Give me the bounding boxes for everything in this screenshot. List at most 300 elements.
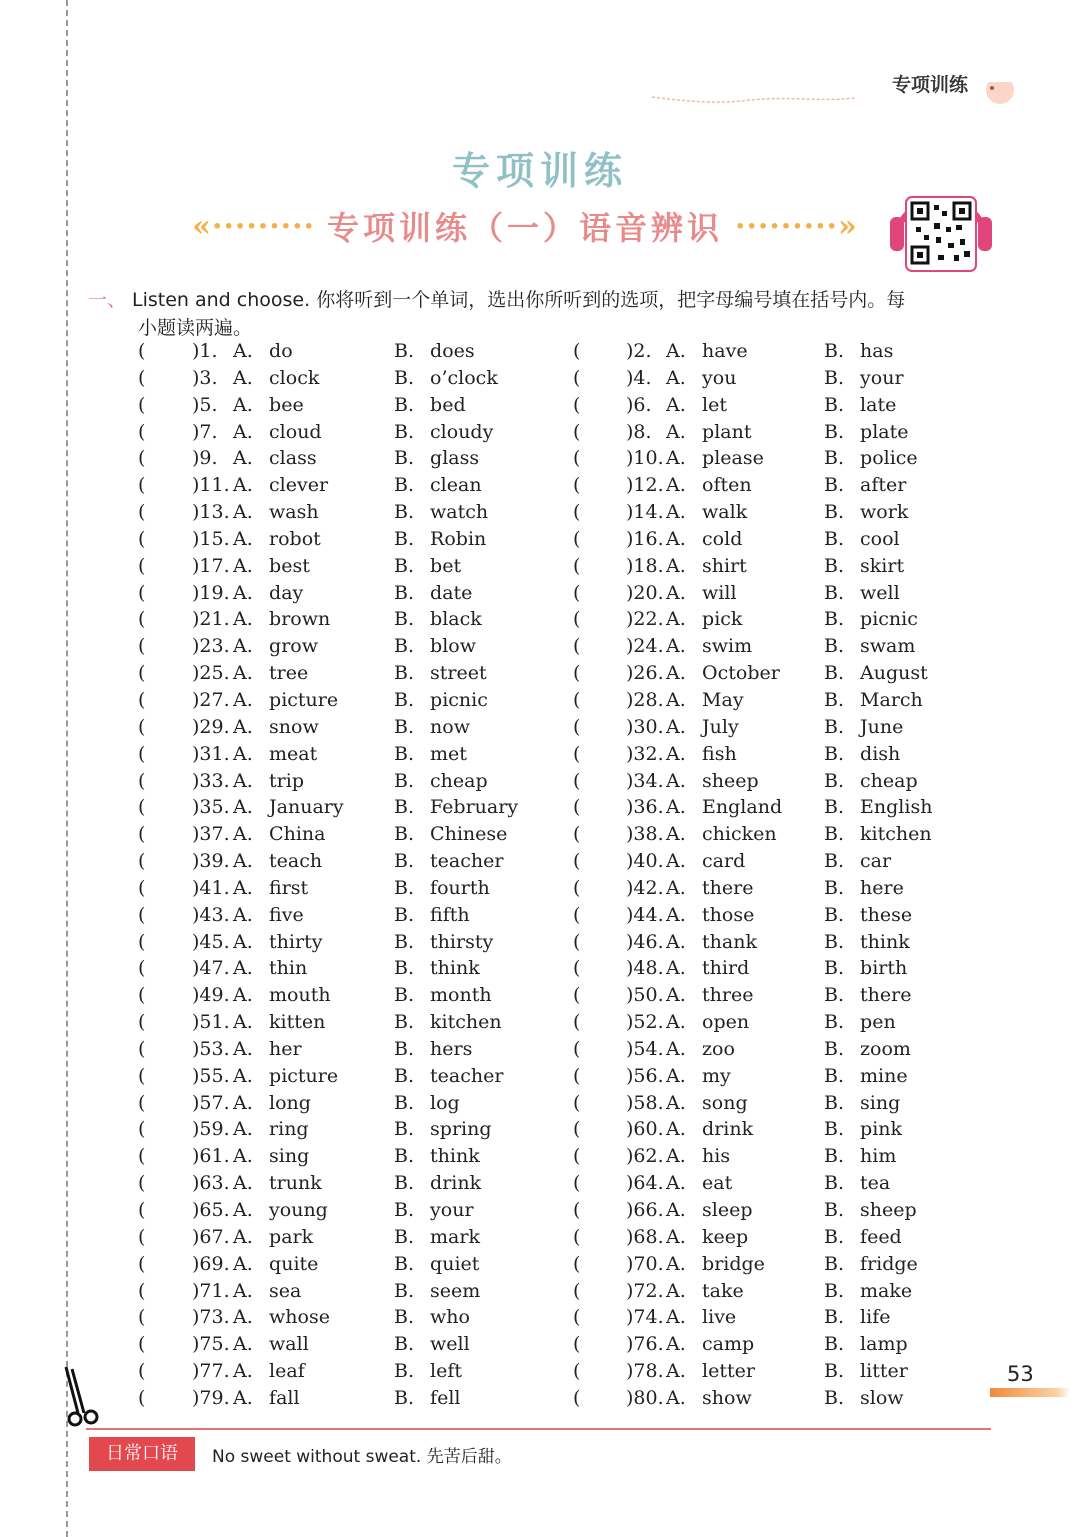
question-number: )55. [192,1064,230,1087]
question-number: )59. [192,1118,230,1141]
option-b: B. month [394,984,492,1007]
answer-blank[interactable]: ( [138,1037,146,1060]
answer-blank[interactable]: ( [138,1279,146,1302]
answer-blank[interactable]: ( [138,1011,146,1034]
answer-blank[interactable]: ( [573,1360,581,1383]
question-row [138,1331,1018,1358]
option-b: B. birth [824,957,908,980]
answer-blank[interactable]: ( [573,527,581,550]
answer-blank[interactable]: ( [573,1091,581,1114]
answer-blank[interactable]: ( [138,1172,146,1195]
option-a: A. class [233,447,317,470]
answer-blank[interactable]: ( [573,823,581,846]
option-b: B. spring [394,1118,492,1141]
answer-blank[interactable]: ( [138,1386,146,1409]
option-a: A. fish [666,742,737,765]
option-a: A. first [233,876,309,899]
answer-blank[interactable]: ( [573,635,581,658]
option-a: A. England [666,796,783,819]
answer-blank[interactable]: ( [138,608,146,631]
question-row [138,794,1018,821]
answer-blank[interactable]: ( [573,474,581,497]
option-b: B. street [394,662,487,685]
answer-blank[interactable]: ( [573,554,581,577]
answer-blank[interactable]: ( [573,1386,581,1409]
answer-blank[interactable]: ( [138,930,146,953]
answer-blank[interactable]: ( [573,447,581,470]
option-a: A. best [233,554,310,577]
question-row [138,1116,1018,1143]
question-row [138,338,1018,365]
question-number: )44. [626,903,664,926]
double-chevron-right-icon: ·········» [735,208,858,244]
option-a: A. tree [233,662,309,685]
question-row [138,445,1018,472]
answer-blank[interactable]: ( [573,984,581,1007]
option-b: B. cheap [394,769,488,792]
question-number: )1. [192,340,218,362]
subtitle: 专项训练（一）语音辨识 [326,209,723,247]
option-b: B. kitchen [394,1011,502,1034]
question-number: )18. [626,554,664,577]
option-b: B. picnic [394,688,488,711]
option-a: A. song [666,1091,748,1114]
answer-blank[interactable]: ( [138,688,146,711]
option-a: A. clock [233,366,320,389]
answer-blank[interactable]: ( [573,1225,581,1248]
answer-blank[interactable]: ( [573,1333,581,1356]
option-b: B. slow [824,1386,904,1409]
option-a: A. leaf [233,1360,305,1383]
question-number: )42. [626,876,664,899]
option-b: B. watch [394,501,489,524]
question-number: )11. [192,474,230,497]
answer-blank[interactable]: ( [138,823,146,846]
option-b: B. hers [394,1037,473,1060]
question-row [138,1197,1018,1224]
instruction-line-2: 小题读两遍。 [138,317,253,339]
question-row [138,1090,1018,1117]
option-a: A. park [233,1225,314,1248]
question-number: )67. [192,1225,230,1248]
option-b: B. here [824,876,904,899]
answer-blank[interactable]: ( [138,1199,146,1221]
question-number: )51. [192,1011,230,1034]
question-number: )72. [626,1279,664,1302]
option-a: A. keep [666,1225,749,1248]
answer-blank[interactable]: ( [573,1306,581,1329]
question-row [138,419,1018,446]
answer-blank[interactable]: ( [573,1172,581,1195]
answer-blank[interactable]: ( [573,930,581,953]
option-b: B. feed [824,1225,902,1248]
option-b: B. teacher [394,850,504,873]
option-b: B. date [394,581,473,604]
question-number: )66. [626,1199,664,1221]
question-number: )14. [626,501,664,524]
answer-blank[interactable]: ( [138,635,146,658]
question-row [138,392,1018,419]
question-row [138,848,1018,875]
option-b: B. bet [394,554,462,577]
option-b: B. well [824,581,900,604]
option-a: A. October [666,662,780,685]
question-number: )23. [192,635,230,658]
question-number: )54. [626,1037,664,1060]
question-row [138,875,1018,902]
double-chevron-left-icon: «········· [192,208,315,244]
question-number: )2. [626,340,652,362]
option-a: A. sea [233,1279,302,1302]
answer-blank[interactable]: ( [138,554,146,577]
question-number: )53. [192,1037,230,1060]
option-b: B. your [394,1199,474,1221]
option-a: A. please [666,447,764,470]
question-row [138,1009,1018,1036]
answer-blank[interactable]: ( [138,1091,146,1114]
option-a: A. his [666,1145,731,1168]
option-b: B. June [824,715,904,738]
option-a: A. meat [233,742,318,765]
question-number: )69. [192,1252,230,1275]
answer-blank[interactable]: ( [573,850,581,873]
option-b: B. lamp [824,1333,908,1356]
question-number: )71. [192,1279,230,1302]
answer-blank[interactable]: ( [573,769,581,792]
option-b: B. cool [824,527,900,550]
question-number: )62. [626,1145,664,1168]
option-a: A. often [666,474,752,497]
question-number: )48. [626,957,664,980]
answer-blank[interactable]: ( [138,420,146,443]
option-a: A. kitten [233,1011,326,1034]
answer-blank[interactable]: ( [573,1252,581,1275]
option-a: A. drink [666,1118,754,1141]
question-row [138,1143,1018,1170]
option-b: B. dish [824,742,901,765]
option-a: A. have [666,340,748,362]
option-b: B. mark [394,1225,480,1248]
answer-blank[interactable]: ( [138,581,146,604]
question-row [138,982,1018,1009]
question-number: )26. [626,662,664,685]
option-a: A. long [233,1091,311,1114]
question-row [138,1385,1018,1412]
option-a: A. bee [233,393,304,416]
answer-blank[interactable]: ( [138,1306,146,1329]
question-number: )50. [626,984,664,1007]
option-a: A. trunk [233,1172,322,1195]
question-row [138,472,1018,499]
question-row [138,902,1018,929]
option-a: A. January [233,796,344,819]
answer-blank[interactable]: ( [138,1252,146,1275]
answer-blank[interactable]: ( [138,876,146,899]
answer-blank[interactable]: ( [573,366,581,389]
option-b: B. zoom [824,1037,911,1060]
question-number: )41. [192,876,230,899]
option-b: B. these [824,903,913,926]
question-row [138,821,1018,848]
answer-blank[interactable]: ( [138,1064,146,1087]
option-a: A. grow [233,635,318,658]
option-a: A. third [666,957,750,980]
option-a: A. snow [233,715,319,738]
option-b: B. kitchen [824,823,932,846]
question-list [138,338,1018,1412]
answer-blank[interactable]: ( [573,715,581,738]
question-number: )33. [192,769,230,792]
question-row [138,1224,1018,1251]
answer-blank[interactable]: ( [573,688,581,711]
option-b: B. o’clock [394,366,498,389]
answer-blank[interactable]: ( [138,527,146,550]
question-row [138,1036,1018,1063]
option-a: A. do [233,340,293,362]
option-a: A. show [666,1386,752,1409]
option-b: B. fifth [394,903,470,926]
option-b: B. car [824,850,892,873]
question-number: )31. [192,742,230,765]
answer-blank[interactable]: ( [138,742,146,765]
answer-blank[interactable]: ( [138,1118,146,1141]
question-number: )32. [626,742,664,765]
option-a: A. chicken [666,823,777,846]
question-number: )60. [626,1118,664,1141]
option-b: B. February [394,796,519,819]
option-b: B. pen [824,1011,896,1034]
answer-blank[interactable]: ( [138,501,146,524]
option-a: A. robot [233,527,321,550]
option-b: B. well [394,1333,470,1356]
question-number: )4. [626,366,652,389]
page-title: 专项训练 [451,149,628,193]
option-b: B. left [394,1360,463,1383]
answer-blank[interactable]: ( [573,501,581,524]
answer-blank[interactable]: ( [573,1011,581,1034]
option-a: A. thirty [233,930,323,953]
option-a: A. China [233,823,326,846]
answer-blank[interactable]: ( [138,903,146,926]
question-number: )15. [192,527,230,550]
option-b: B. cloudy [394,420,494,443]
option-b: B. met [394,742,467,765]
option-b: B. has [824,340,894,362]
question-number: )39. [192,850,230,873]
question-number: )29. [192,715,230,738]
cut-line [66,0,68,1537]
option-a: A. young [233,1199,328,1221]
question-row [138,1358,1018,1385]
question-row [138,660,1018,687]
question-number: )52. [626,1011,664,1034]
question-number: )49. [192,984,230,1007]
option-a: A. camp [666,1333,755,1356]
answer-blank[interactable]: ( [573,1037,581,1060]
option-b: B. work [824,501,909,524]
footer-divider [86,1428,991,1430]
option-b: B. cheap [824,769,918,792]
answer-blank[interactable]: ( [573,581,581,604]
option-a: A. brown [233,608,331,631]
question-number: )30. [626,715,664,738]
option-b: B. think [394,1145,480,1168]
answer-blank[interactable]: ( [138,340,146,362]
question-number: )73. [192,1306,230,1329]
question-number: )10. [626,447,664,470]
question-number: )68. [626,1225,664,1248]
question-number: )13. [192,501,230,524]
answer-blank[interactable]: ( [138,957,146,980]
answer-blank[interactable]: ( [573,1118,581,1141]
option-b: B. log [394,1091,460,1114]
option-a: A. fall [233,1386,300,1409]
answer-blank[interactable]: ( [573,1199,581,1221]
question-number: )19. [192,581,230,604]
question-number: )56. [626,1064,664,1087]
option-a: A. eat [666,1172,733,1195]
option-b: B. seem [394,1279,481,1302]
option-b: B. clean [394,474,482,497]
question-row [138,714,1018,741]
answer-blank[interactable]: ( [573,957,581,980]
answer-blank[interactable]: ( [573,742,581,765]
option-b: B. think [394,957,480,980]
question-number: )78. [626,1360,664,1383]
answer-blank[interactable]: ( [573,662,581,685]
option-a: A. swim [666,635,753,658]
page-number: 53 [1007,1362,1034,1386]
answer-blank[interactable]: ( [573,340,581,362]
option-b: B. blow [394,635,476,658]
question-number: )45. [192,930,230,953]
answer-blank[interactable]: ( [573,876,581,899]
option-a: A. July [666,715,739,738]
option-a: A. quite [233,1252,319,1275]
question-row [138,929,1018,956]
option-b: B. black [394,608,482,631]
option-b: B. picnic [824,608,918,631]
option-a: A. pick [666,608,743,631]
question-number: )74. [626,1306,664,1329]
question-number: )46. [626,930,664,953]
option-a: A. cold [666,527,743,550]
answer-blank[interactable]: ( [138,796,146,819]
option-b: B. English [824,796,933,819]
question-number: )6. [626,393,652,416]
option-b: B. skirt [824,554,905,577]
question-number: )80. [626,1386,664,1409]
option-a: A. sing [233,1145,310,1168]
qr-code-icon[interactable] [888,177,994,275]
option-b: B. sing [824,1091,901,1114]
question-number: )34. [626,769,664,792]
question-number: )79. [192,1386,230,1409]
answer-blank[interactable]: ( [138,715,146,738]
question-number: )76. [626,1333,664,1356]
answer-blank[interactable]: ( [573,420,581,443]
option-b: B. Robin [394,527,487,550]
question-number: )70. [626,1252,664,1275]
question-number: )27. [192,688,230,711]
question-number: )8. [626,420,652,443]
question-row [138,955,1018,982]
answer-blank[interactable]: ( [573,1064,581,1087]
option-b: B. bed [394,393,466,416]
page-number-bar [990,1388,1070,1397]
question-row [138,1251,1018,1278]
answer-blank[interactable]: ( [573,393,581,416]
option-b: B. litter [824,1360,908,1383]
option-a: A. mouth [233,984,331,1007]
option-b: B. Chinese [394,823,508,846]
answer-blank[interactable]: ( [573,1279,581,1302]
question-row [138,499,1018,526]
question-number: )17. [192,554,230,577]
answer-blank[interactable]: ( [138,447,146,470]
question-number: )28. [626,688,664,711]
option-a: A. her [233,1037,302,1060]
option-a: A. ring [233,1118,309,1141]
answer-blank[interactable]: ( [573,903,581,926]
question-number: )25. [192,662,230,685]
answer-blank[interactable]: ( [573,608,581,631]
option-b: B. make [824,1279,913,1302]
option-a: A. May [666,688,744,711]
question-number: )22. [626,608,664,631]
option-a: A. my [666,1064,731,1087]
question-number: )65. [192,1199,230,1221]
option-a: A. shirt [666,554,747,577]
option-b: B. quiet [394,1252,480,1275]
option-b: B. pink [824,1118,903,1141]
question-number: )37. [192,823,230,846]
answer-blank[interactable]: ( [138,474,146,497]
instruction-line-1: Listen and choose. 你将听到一个单词，选出你所听到的选项，把字母编号填在括号内。每 [132,289,906,311]
option-b: B. August [824,662,928,685]
answer-blank[interactable]: ( [138,850,146,873]
question-row [138,768,1018,795]
question-number: )35. [192,796,230,819]
answer-blank[interactable]: ( [138,662,146,685]
option-b: B. plate [824,420,909,443]
footer-badge: 日常口语 [89,1437,195,1471]
option-a: A. bridge [666,1252,765,1275]
answer-blank[interactable]: ( [138,366,146,389]
option-b: B. after [824,474,907,497]
answer-blank[interactable]: ( [573,796,581,819]
answer-blank[interactable]: ( [138,393,146,416]
answer-blank[interactable]: ( [138,1225,146,1248]
option-a: A. sleep [666,1199,753,1221]
option-a: A. live [666,1306,737,1329]
option-a: A. trip [233,769,304,792]
answer-blank[interactable]: ( [138,769,146,792]
option-a: A. wash [233,501,319,524]
answer-blank[interactable]: ( [573,1145,581,1168]
option-b: B. March [824,688,923,711]
answer-blank[interactable]: ( [138,1360,146,1383]
option-b: B. mine [824,1064,908,1087]
option-b: B. fell [394,1386,461,1409]
option-a: A. plant [666,420,752,443]
question-number: )16. [626,527,664,550]
question-row [138,553,1018,580]
answer-blank[interactable]: ( [138,984,146,1007]
answer-blank[interactable]: ( [138,1333,146,1356]
question-row [138,741,1018,768]
answer-blank[interactable]: ( [138,1145,146,1168]
